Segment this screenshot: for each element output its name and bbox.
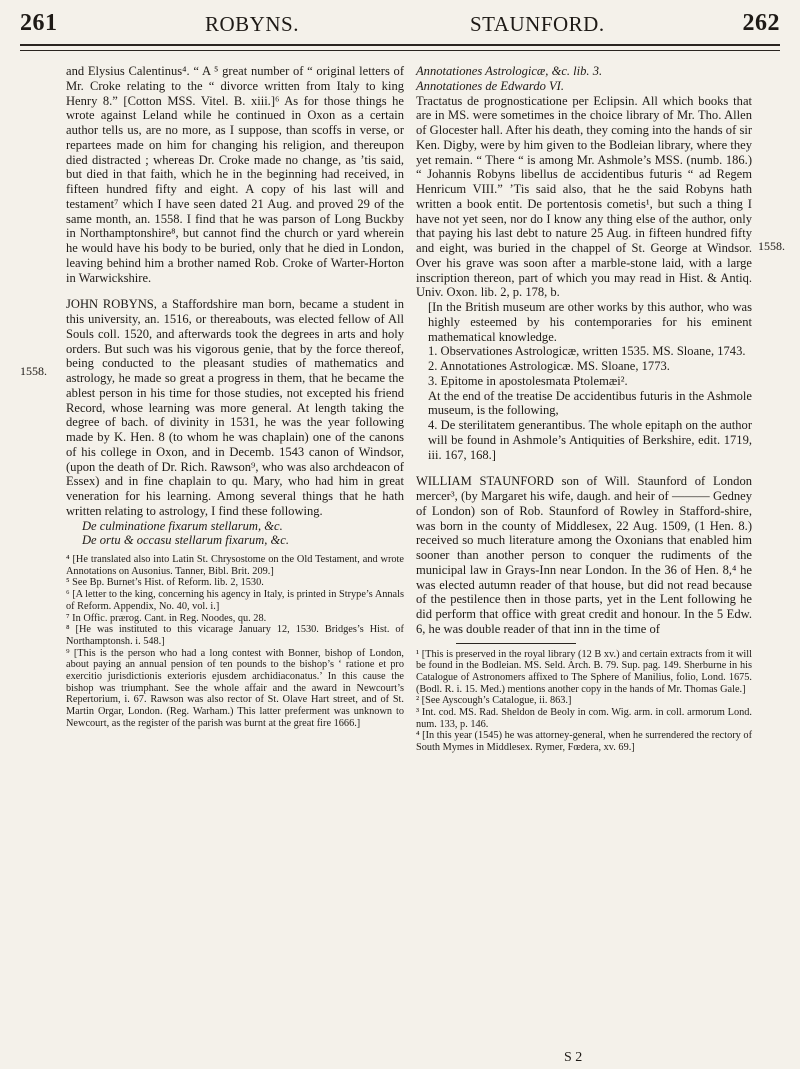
footnote-rule <box>456 643 576 644</box>
work-title <box>416 64 752 79</box>
robyns-paragraph: JOHN ROBYNS, a Staffordshire man born, became a student in this university, an. 1516, or thereabouts, was elected fellow of All Souls coll. 1520, and afterwards took the degrees in arts and holy orders. But such was his vigorous genie, that by the force thereof, being conducted to the pleasant studies of mathematics and astrology, he made so great a progress in them, that he became the ablest person in his time for those studies, not excepted his friend Record, whose learning was more general. At length taking the degree of bach. of divinity in 1531, he was the year following made by K. Hen. 8 (to whom he was chaplain) one of the canons of his college in Oxon, and in Decemb. 1543 canon of Windsor, (upon the death of Dr. Rich. Rawson⁹, who was also archdeacon of Essex) and in fine chaplain to qu. Mary, who had him in great veneration for his learning. Among several things that he hath written relating to astrology, I find these following. <box>66 297 404 518</box>
ashmole-paragraph: At the end of the treatise De accidentibus futuris in the Ashmole museum, is the following, <box>428 388 752 418</box>
page-number-right: 262 <box>742 10 780 36</box>
work-list-item: 3. Epitome in apostolesmata Ptolemæi². <box>428 373 628 388</box>
croke-paragraph: and Elysius Calentinus⁴. “ A ⁵ great number of “ original letters of Mr. Croke relating to the “ divorce written from Italy to king Henry 8.” [Cotton MSS. Vitel. B. xiii.]⁶ As for those things he wrote against Leland while he continued in Oxon as a certain author tells us, are no more, as I suppose, than scoffs in verse, or repartees made on him for changing his religion, and thereupon died distracted ; whereas Dr. Croke made no change, as ’tis said, but died in that faith, which he in the beginning had received, in fifteen hundred fifty and eight. A copy of his last will and testament⁷ which I have seen dated 21 Aug. and proved 29 of the same month, an. 1558. I find that he was parson of Long Buckby in Northamptonshire⁸, but cannot find the church or yard wherein he would have his body to be buried, only that he died in London, leaving behind him a brother named Rob. Croke of Warter-Horton in Warwickshire. <box>66 64 404 285</box>
work-annotationes-astrologicae: Annotationes Astrologicæ, &c. lib. 3. <box>416 64 603 78</box>
work-title <box>66 533 404 548</box>
work-list-item: 1. Observationes Astrologicæ, written 1535. MS. Sloane, 1743. <box>428 344 746 359</box>
margin-year-right: 1558. <box>758 239 785 253</box>
footnote-5: ⁵ See Bp. Burnet’s Hist. of Reform. lib. 2, 1530. <box>66 577 264 589</box>
footnote-6: ⁶ [A letter to the king, concerning his agency in Italy, is printed in Strype’s Annals of Reform. Appendix, No. 40, vol. i.] <box>66 589 404 612</box>
page-number-left: 261 <box>20 10 58 36</box>
work-title <box>66 519 404 534</box>
staunford-paragraph: WILLIAM STAUNFORD son of Will. Staunford of London mercer³, (by Margaret his wife, daugh. and heir of ——— Gedney of London) son of Rob. Staunford of Rowley in Stafford-shire, was born in the county of Middlesex, 22 Aug. 1509, (1 Hen. 8.) received so much literature among the Oxonians that enabled him sooner than another person to conquer the rudiments of the municipal law in Grays-Inn near London. In the 36 of Hen. 8,⁴ he was elected autumn reader of that house, but did not read because of the pestilence then in those parts, yet in the Lent following he did perform that office with great credit and honour. In the 5 Edw. 6, he was double reader of that inn in the time of <box>416 474 752 636</box>
header-rule-thin <box>20 50 780 51</box>
footnote-7: ⁷ In Offic. prærog. Cant. in Reg. Noodes, qu. 28. <box>66 612 267 624</box>
footnote-4: ⁴ [He translated also into Latin St. Chrysostome on the Old Testament, and wrote Annotations on Ausonius. Tanner, Bibl. Brit. 209.] <box>66 554 404 577</box>
footnote-4-right: ⁴ [In this year (1545) he was attorney-general, when he surrendered the rectory of South Mymes in Middlesex. Rymer, Fœdera, xv. 69.] <box>416 730 752 754</box>
running-title-right: STAUNFORD. <box>470 12 605 36</box>
work-list-item: 4. De sterilitatem generantibus. The whole epitaph on the author will be found in Ashmole’s Antiquities of Berkshire, edit. 1719, iii. 167, 168.] <box>428 418 752 462</box>
footnote-1: ¹ [This is preserved in the royal library (12 B xv.) and certain extracts from it will be found in the Bodleian. MS. Seld. Arch. B. 79. Sup. pag. 149. Sherburne in his Catalogue of Astronomers affixed to The Sphere of Manilius, folio, Lond. 1675. (Bodl. R. i. 15. Med.) mentions another copy in the hands of Mr. Thomas Gale.] <box>416 648 752 695</box>
british-museum-paragraph: [In the British museum are other works by this author, who was highly esteemed by his contemporaries for his eminent mathematical knowledge. <box>428 300 752 344</box>
work-list-item: 2. Annotationes Astrologicæ. MS. Sloane, 1773. <box>428 359 670 373</box>
tractatus-paragraph: Tractatus de prognosticatione per Eclipsin. All which books that are in MS. were sometimes in the choice library of Mr. Tho. Allen of Glocester hall. After his death, they coming into the hands of sir Ken. Digby, were by him given to the Bodleian library, where they yet remain. “ There “ is among Mr. Ashmole’s MSS. (numb. 186.) “ Johannis Robyns libellus de accidentibus futuris “ ad Regem Henricum VIII.” ’Tis said also, that he the said Robyns hath written a book entit. De portentosis cometis¹, but such a thing I have not yet seen, nor do I know any thing else of the author, only that paying his last debt to nature 25 Aug. in fifteen hundred fifty and eight, was buried in the chappel of St. George at Windsor. Over his grave was soon after a marble-stone laid, with a large inscription thereon, part of which you may read in Hist. & Antiq. Univ. Oxon. lib. 2, p. 178, b. <box>416 93 752 300</box>
footnote-9: ⁹ [This is the person who had a long contest with Bonner, bishop of London, about paying an annual pension of ten pounds to the bishop’s ‘ ratione et pro exercitio jurisdictionis exterioris ejusdem archidiaconatus.’ In this cause the bishop was triumphant. See the whole affair and the award in Newcourt’s Repertorium, i. 67. Rawson was also rector of St. Olave Hart street, and of St. Martin Orgar, London. (Reg. Warham.) This latter preferment was unknown to Newcourt, as the register of the parish was burnt at the great fire 1666.] <box>66 647 404 729</box>
footnotes-left <box>66 554 404 730</box>
work-title-2: De ortu & occasu stellarum fixarum, &c. <box>82 533 289 548</box>
work-annotationes-edwardo: Annotationes de Edwardo VI. <box>416 78 564 93</box>
page-header <box>0 10 800 44</box>
left-column <box>66 64 404 730</box>
header-rule-thick <box>20 44 780 46</box>
margin-year-left: 1558. <box>20 364 47 378</box>
running-title-left: ROBYNS. <box>205 12 299 36</box>
footnote-2: ² [See Ayscough’s Catalogue, ii. 863.] <box>416 695 572 707</box>
footnotes-right <box>416 649 752 754</box>
footnote-8: ⁸ [He was instituted to this vicarage January 12, 1530. Bridges’s Hist. of Northamptonsh. i. 548.] <box>66 624 404 647</box>
right-column <box>416 64 752 754</box>
work-title-1: De culminatione fixarum stellarum, &c. <box>82 518 283 533</box>
footnote-3: ³ Int. cod. MS. Rad. Sheldon de Beoly in com. Wig. arm. in coll. armorum Lond. num. 133, p. 146. <box>416 707 752 730</box>
signature-mark: S 2 <box>564 1050 583 1065</box>
work-title <box>416 79 752 94</box>
